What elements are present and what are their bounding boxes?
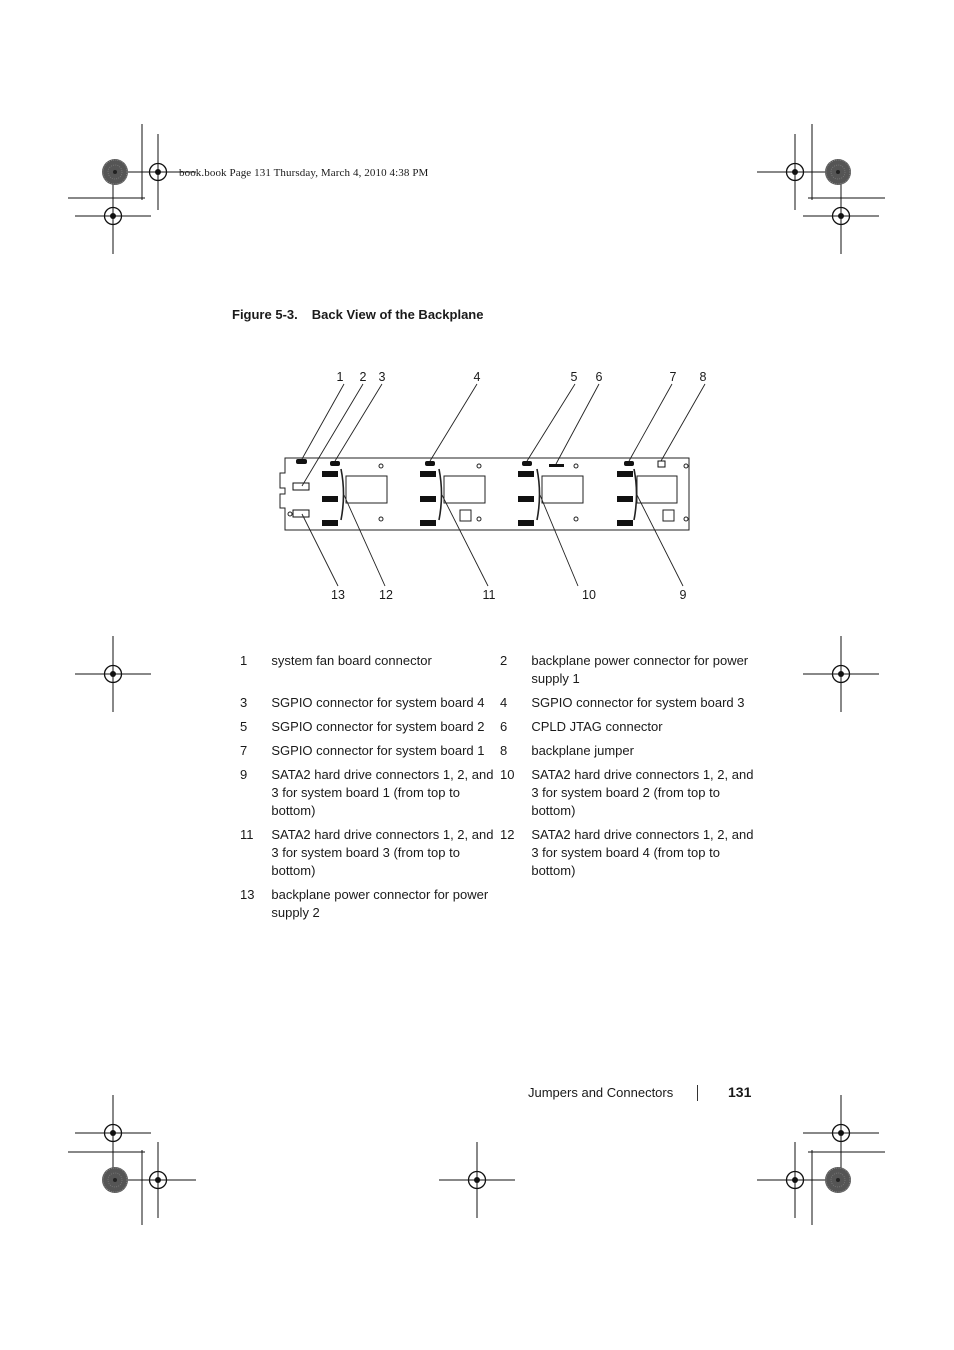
legend-number: 4	[499, 695, 508, 710]
legend-number: 3	[240, 695, 248, 710]
legend-number: 5	[240, 719, 248, 734]
legend-row	[240, 766, 760, 826]
legend-description: SGPIO connector for system board 2	[271, 719, 485, 734]
reg-mark-bottom-left-2	[120, 1142, 196, 1218]
reg-mark-bottom-right-2	[757, 1142, 833, 1218]
legend-description: SGPIO connector for system board 3	[531, 695, 745, 710]
reg-mark-bottom-center	[439, 1142, 515, 1218]
fan-board-connector	[296, 459, 307, 464]
legend-description: system fan board connector	[271, 653, 432, 668]
page-number: 131	[728, 1084, 752, 1100]
sata-brackets	[341, 469, 637, 520]
reg-mark-bottom-right	[803, 1095, 879, 1171]
color-target-top-left	[102, 159, 128, 185]
callout-12: 12	[379, 588, 393, 602]
footer-divider	[697, 1085, 698, 1101]
figure-legend-table	[240, 652, 760, 928]
legend-row	[240, 826, 760, 886]
callout-13: 13	[331, 588, 345, 602]
legend-description: CPLD JTAG connector	[531, 719, 663, 734]
callout-6: 6	[595, 370, 603, 384]
callout-leader-lines	[302, 384, 705, 586]
callout-11: 11	[482, 588, 496, 602]
footer-section-title: Jumpers and Connectors	[528, 1085, 674, 1100]
callout-9: 9	[679, 588, 687, 602]
callout-4: 4	[473, 370, 481, 384]
legend-number: 2	[499, 653, 508, 668]
callout-10: 10	[582, 588, 596, 602]
reg-mark-bottom-left	[75, 1095, 151, 1171]
legend-number: 7	[240, 743, 248, 758]
power-connector-psu2	[293, 510, 309, 517]
cpld-jtag-connector	[549, 464, 564, 467]
color-target-bottom-right	[825, 1167, 851, 1193]
legend-description: backplane power connector for power supply 2	[271, 887, 489, 920]
legend-number: 1	[240, 653, 248, 668]
legend-description: SATA2 hard drive connectors 1, 2, and 3 for system board 2 (from top to bottom)	[531, 767, 754, 818]
backplane-jumper	[658, 461, 665, 467]
callout-8: 8	[699, 370, 707, 384]
callout-1: 1	[336, 370, 344, 384]
legend-row	[240, 742, 760, 766]
legend-number: 6	[499, 719, 508, 734]
legend-description: SATA2 hard drive connectors 1, 2, and 3 for system board 4 (from top to bottom)	[531, 827, 754, 878]
figure-caption	[232, 307, 483, 322]
legend-description: SATA2 hard drive connectors 1, 2, and 3 for system board 1 (from top to bottom)	[271, 767, 494, 818]
legend-number: 10	[499, 767, 515, 782]
legend-number: 11	[240, 827, 254, 842]
legend-number: 8	[499, 743, 508, 758]
legend-description: backplane power connector for power supply 1	[531, 653, 749, 686]
reg-mark-top-left-2	[75, 178, 151, 254]
sgpio-connector-board3	[425, 461, 435, 466]
color-target-bottom-left	[102, 1167, 128, 1193]
legend-description: SGPIO connector for system board 1	[271, 743, 485, 758]
legend-row	[240, 652, 760, 694]
legend-number: 12	[499, 827, 515, 842]
sgpio-connector-board4	[330, 461, 340, 466]
callout-3: 3	[378, 370, 386, 384]
backplane-diagram	[0, 360, 954, 660]
figure-title: Back View of the Backplane	[311, 307, 484, 322]
callout-2: 2	[359, 370, 367, 384]
legend-number: 13	[240, 887, 255, 902]
top-crop-marks	[68, 124, 885, 200]
legend-number: 9	[240, 767, 248, 782]
legend-number	[500, 886, 531, 928]
print-header: book.book Page 131 Thursday, March 4, 2010 4:38 PM	[179, 167, 429, 179]
legend-description: SGPIO connector for system board 4	[271, 695, 485, 710]
color-target-top-right	[825, 159, 851, 185]
legend-description: SATA2 hard drive connectors 1, 2, and 3 for system board 3 (from top to bottom)	[271, 827, 494, 878]
callout-7: 7	[669, 370, 677, 384]
reg-mark-top-right-2	[803, 178, 879, 254]
power-connector-psu1	[293, 483, 309, 490]
legend-row	[240, 694, 760, 718]
callout-5: 5	[570, 370, 578, 384]
sgpio-connector-board1	[624, 461, 634, 466]
legend-row	[240, 718, 760, 742]
figure-label: Figure 5-3.	[232, 307, 298, 322]
legend-description: backplane jumper	[531, 743, 634, 758]
sgpio-connector-board2	[522, 461, 532, 466]
legend-row	[240, 886, 760, 928]
legend-description	[531, 886, 760, 928]
reg-mark-top-right	[757, 134, 833, 210]
